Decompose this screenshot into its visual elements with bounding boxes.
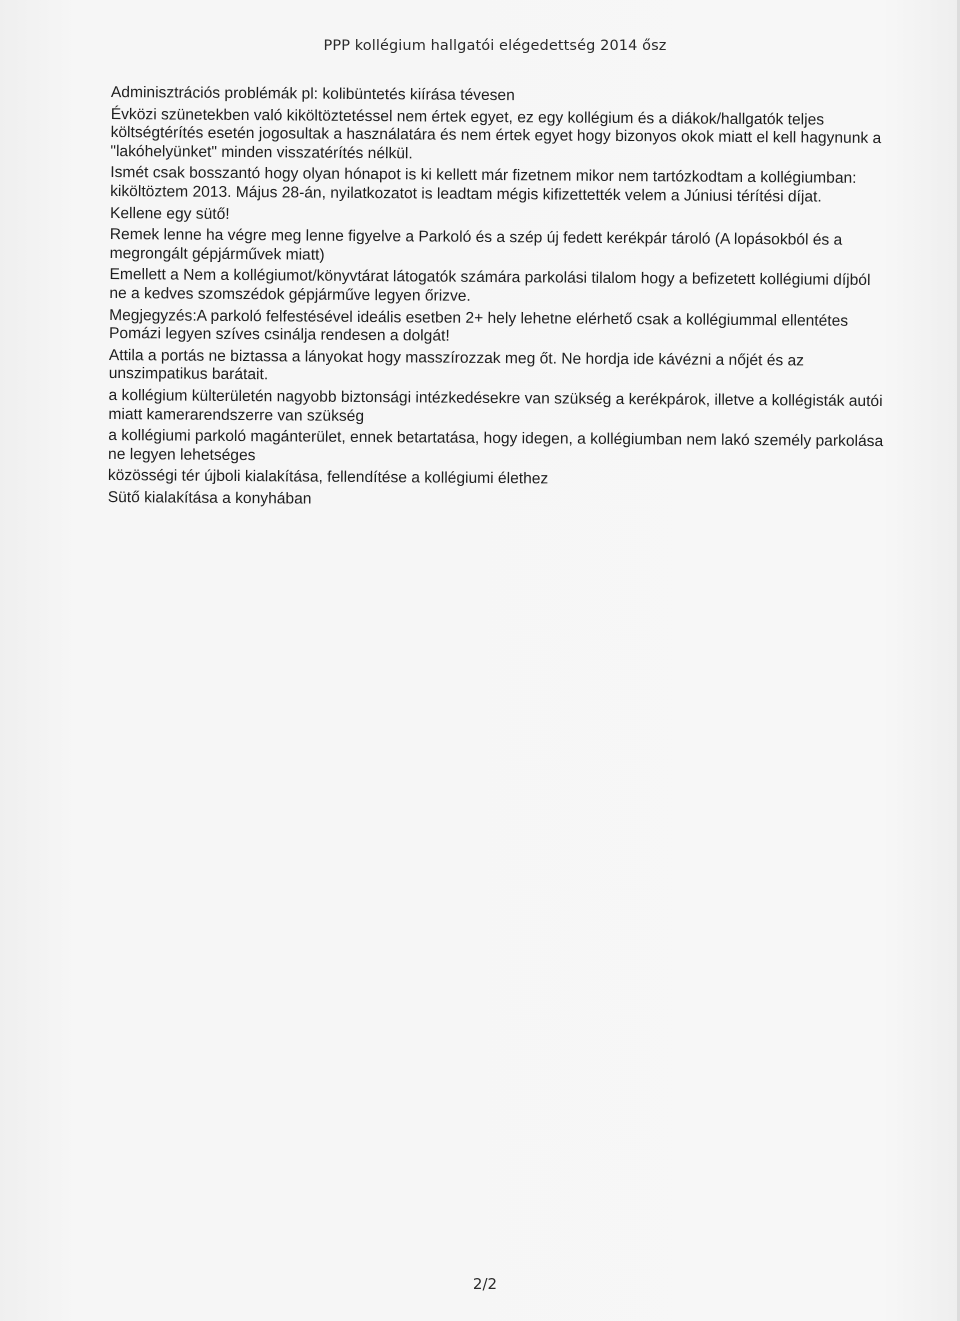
comment-paragraph: a kollégiumi parkoló magánterület, ennek betartatása, hogy idegen, a kollégiumban nem lakó személy parkolása ne legyen lehetséges <box>108 427 884 464</box>
comments-body <box>108 84 891 514</box>
page-header: PPP kollégium hallgatói elégedettség 2014 ősz <box>323 38 667 54</box>
comment-paragraph: Kellene egy sütő! <box>109 204 230 223</box>
comment-paragraph: Megjegyzés:A parkoló felfestésével ideális esetben 2+ hely lehetne elérhető csak a kollégiummal ellentétes Pomázi legyen szíves csinálja rendesen a dolgát! <box>108 306 849 345</box>
comment-paragraph: a kollégium külterületén nagyobb biztonsági intézkedésekre van szükség a kerékpárok, illetve a kollégisták autói miatt kamerarendszerre van szükség <box>108 386 883 425</box>
comment-paragraph: Ismét csak bosszantó hogy olyan hónapot is ki kellett már fizetnem mikor nem tartózkodtam a kollégiumban: kiköltöztem 2013. Május 28-án, nyilatkozatot is leadtam mégis kifizettették velem a Júniusi térítési díjat. <box>110 164 857 206</box>
comment-paragraph: Sütő kialakítása a konyhában <box>107 488 312 508</box>
comment-paragraph: Remek lenne ha végre meg lenne figyelve a Parkoló és a szép új fedett kerékpár tároló (A lopásokból és a megrongált gépjárművek miatt) <box>109 226 843 264</box>
comment-paragraph: Évközi szünetekben való kiköltöztetéssel nem értek egyet, ez egy kollégium és a diákok/hallgatók teljes költségtérítés esetén jogosultak a használatára és nem értek egyet hogy bizonyos okok miatt el kell hagynunk a "lakóhelyünket" minden visszatérítés nélkül. <box>110 105 882 163</box>
page-number: 2/2 <box>472 1275 498 1293</box>
comment-paragraph: közösségi tér újboli kialakítása, fellendítése a kollégiumi élethez <box>107 467 549 488</box>
comment-paragraph: Emellett a Nem a kollégiumot/könyvtárat látogatók számára parkolási tilalom hogy a befizetett kollégiumi díjból ne a kedves szomszédok gépjárműve legyen őrizve. <box>109 266 871 305</box>
comment-paragraph: Adminisztrációs problémák pl: kolibüntetés kiírása tévesen <box>110 84 515 105</box>
comment-paragraph: Attila a portás ne biztassa a lányokat hogy masszírozzak meg őt. Ne hordja ide kávézni a nőjét és az unszimpatikus barátait. <box>108 346 805 384</box>
